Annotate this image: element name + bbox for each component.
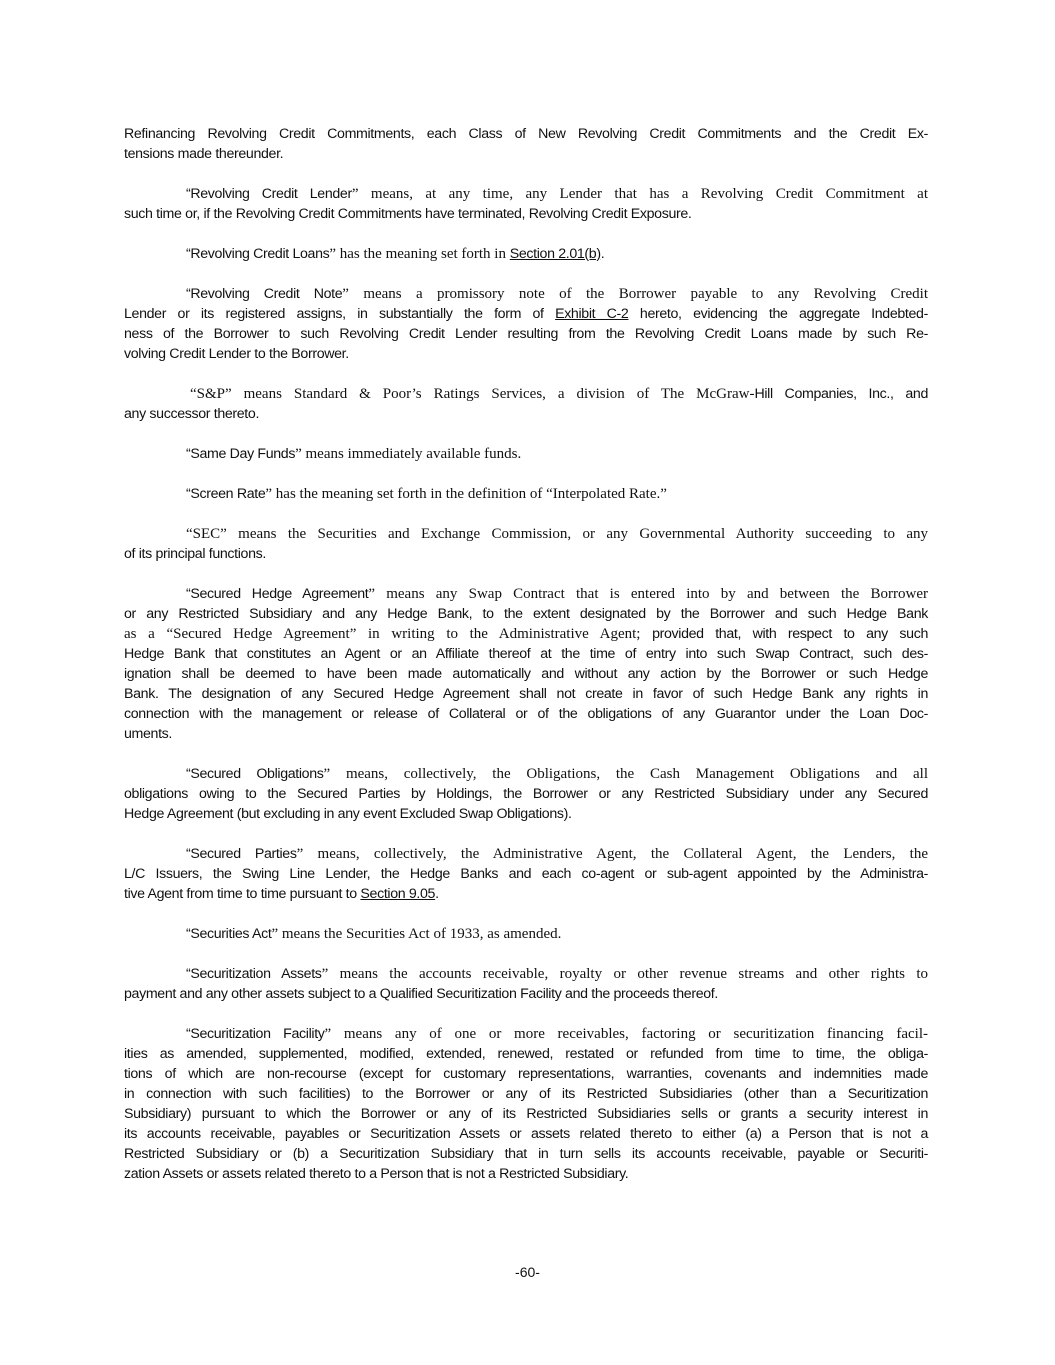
text-segment: “S&P” means Standard & Poor’s Ratings Services, a division of The McGraw- <box>190 386 755 402</box>
text-line <box>124 684 928 704</box>
text-segment: Restricted Subsidiary or (b) a Securitization Subsidiary that in turn sells its accounts receivable, payable or Securiti- <box>124 1146 928 1162</box>
page-number: -60- <box>515 1264 540 1280</box>
text-line <box>124 1104 928 1124</box>
text-segment: “Secured Parties <box>186 846 297 862</box>
text-segment: “Revolving Credit Note <box>186 286 343 302</box>
text-segment: “Screen Rate <box>186 486 266 502</box>
text-line <box>124 1044 928 1064</box>
definition-paragraph <box>124 484 928 504</box>
text-line <box>124 844 928 864</box>
text-line <box>124 624 928 644</box>
definition-paragraph <box>124 284 928 364</box>
text-line <box>124 124 928 144</box>
definition-paragraph <box>124 924 928 944</box>
text-line <box>124 724 928 744</box>
text-segment: uments. <box>124 726 173 742</box>
definition-paragraph <box>124 184 928 224</box>
text-line <box>124 404 928 424</box>
text-segment: of its principal functions. <box>124 546 266 562</box>
text-segment: Hedge Bank that constitutes an Agent or an Affiliate thereof at the time of entry into such Swap Contract, such des- <box>124 646 928 662</box>
text-segment: “Secured Hedge Agreement <box>186 586 369 602</box>
text-segment: ” means any Swap Contract that is entered into by and between the Borrower <box>368 586 928 602</box>
text-segment: ” means, at any time, any Lender that has a Revolving Credit Commitment at <box>351 186 928 202</box>
definition-paragraph <box>124 764 928 824</box>
text-line <box>124 244 928 264</box>
text-line <box>124 384 928 404</box>
text-line <box>124 644 928 664</box>
text-line <box>124 984 928 1004</box>
text-line <box>124 1124 928 1144</box>
text-segment: connection with the management or release of Collateral or of the obligations of any Guarantor under the Loan Doc- <box>124 706 928 722</box>
definition-paragraph <box>124 524 928 564</box>
text-segment: . <box>600 246 605 262</box>
text-segment: ” has the meaning set forth in <box>329 246 510 262</box>
text-line <box>124 524 928 544</box>
definition-paragraph <box>124 124 928 164</box>
text-line <box>124 884 928 904</box>
text-line <box>124 304 928 324</box>
text-line <box>124 604 928 624</box>
definition-paragraph <box>124 844 928 904</box>
text-line <box>124 1084 928 1104</box>
text-segment: ” means, collectively, the Administrative Agent, the Collateral Agent, the Lenders, the <box>296 846 928 862</box>
text-segment: ” means the accounts receivable, royalty or other revenue streams and other rights to <box>321 966 928 982</box>
text-line <box>124 484 928 504</box>
text-segment: ities as amended, supplemented, modified, extended, renewed, restated or refunded from time to time, the obliga- <box>124 1046 928 1062</box>
text-line <box>124 804 928 824</box>
cross-reference-link[interactable]: Section 9.05 <box>360 886 436 902</box>
text-line <box>124 784 928 804</box>
cross-reference-link[interactable]: Section 2.01(b) <box>509 246 601 262</box>
text-segment: “Securitization Facility <box>186 1026 325 1042</box>
text-line <box>124 284 928 304</box>
text-segment: such time or, if the Revolving Credit Commitments have terminated, Revolving Credit Exposure. <box>124 206 692 222</box>
text-segment: ” means any of one or more receivables, factoring or securitization financing facil- <box>324 1026 928 1042</box>
text-line <box>124 764 928 784</box>
text-segment: “Revolving Credit Loans <box>186 246 330 262</box>
text-segment: “SEC” means the Securities and Exchange Commission, or any Governmental Authority succeeding to any <box>186 526 928 542</box>
text-segment: ignation shall be deemed to have been made automatically and without any action by the Borrower or such Hedge <box>124 666 928 682</box>
text-segment: Hill Companies, Inc., and <box>754 386 928 402</box>
text-segment: “Securitization Assets <box>186 966 322 982</box>
text-segment: L/C Issuers, the Swing Line Lender, the Hedge Banks and each co-agent or sub-agent appointed by the Administra- <box>124 866 928 882</box>
text-segment: as a “Secured Hedge Agreement” in writing to the Administrative Agent; <box>124 626 653 642</box>
text-line <box>124 1064 928 1084</box>
text-line <box>124 664 928 684</box>
definition-paragraph <box>124 244 928 264</box>
text-line <box>124 204 928 224</box>
text-segment: ” means a promissory note of the Borrower payable to any Revolving Credit <box>342 286 928 302</box>
text-segment: provided that, with respect to any such <box>652 626 928 642</box>
text-line <box>124 864 928 884</box>
text-segment: tive Agent from time to time pursuant to <box>124 886 361 902</box>
text-segment: obligations owing to the Secured Parties by Holdings, the Borrower or any Restricted Subsidiary under any Secured <box>124 786 928 802</box>
definition-paragraph <box>124 584 928 744</box>
text-segment: Lender or its registered assigns, in substantially the form of <box>124 306 556 322</box>
text-line <box>124 344 928 364</box>
definition-paragraph <box>124 444 928 464</box>
text-line <box>124 184 928 204</box>
text-line <box>124 144 928 164</box>
text-segment: “Securities Act <box>186 926 272 942</box>
definition-paragraph <box>124 384 928 424</box>
text-segment: Refinancing Revolving Credit Commitments, each Class of New Revolving Credit Commitments and the Credit Ex- <box>124 126 928 142</box>
text-segment: “Secured Obligations <box>186 766 324 782</box>
text-segment: ” means, collectively, the Obligations, the Cash Management Obligations and all <box>323 766 928 782</box>
text-segment: . <box>435 886 439 902</box>
text-line <box>124 704 928 724</box>
text-segment: ” means immediately available funds. <box>295 446 522 462</box>
text-segment: payment and any other assets subject to a Qualified Securitization Facility and the proceeds thereof. <box>124 986 718 1002</box>
text-segment: “Same Day Funds <box>186 446 296 462</box>
text-segment: tensions made thereunder. <box>124 146 284 162</box>
text-segment: Subsidiary) pursuant to which the Borrower or any of its Restricted Subsidiaries sells or grants a security interest in <box>124 1106 928 1122</box>
text-segment: ness of the Borrower to such Revolving Credit Lender resulting from the Revolving Credit Loans made by such Re- <box>124 326 928 342</box>
document-body <box>124 124 928 1204</box>
text-segment: volving Credit Lender to the Borrower. <box>124 346 349 362</box>
text-segment: Hedge Agreement (but excluding in any event Excluded Swap Obligations). <box>124 806 572 822</box>
text-segment: tions of which are non-recourse (except for customary representations, warranties, covenants and indemnities made <box>124 1066 928 1082</box>
text-segment: in connection with such facilities) to the Borrower or any of its Restricted Subsidiaries (other than a Securitization <box>124 1086 928 1102</box>
text-line <box>124 1144 928 1164</box>
text-segment: zation Assets or assets related thereto to a Person that is not a Restricted Subsidiary. <box>124 1166 629 1182</box>
text-line <box>124 1164 928 1184</box>
text-segment: hereto, evidencing the aggregate Indebted- <box>628 306 928 322</box>
text-line <box>124 964 928 984</box>
text-line <box>124 444 928 464</box>
text-line <box>124 544 928 564</box>
definition-paragraph <box>124 1024 928 1184</box>
text-line <box>124 924 928 944</box>
text-line <box>124 324 928 344</box>
text-line <box>124 1024 928 1044</box>
text-segment: its accounts receivable, payables or Securitization Assets or assets related thereto to either (a) a Person that is not a <box>124 1126 928 1142</box>
text-segment: “Revolving Credit Lender <box>186 186 352 202</box>
text-segment: ” means the Securities Act of 1933, as amended. <box>271 926 562 942</box>
definition-paragraph <box>124 964 928 1004</box>
cross-reference-link[interactable]: Exhibit C-2 <box>555 306 629 322</box>
text-segment: Bank. The designation of any Secured Hedge Agreement shall not create in favor of such Hedge Bank any rights in <box>124 686 928 702</box>
text-segment: any successor thereto. <box>124 406 260 422</box>
text-segment: ” has the meaning set forth in the definition of “Interpolated Rate.” <box>265 486 667 502</box>
text-line <box>124 584 928 604</box>
text-segment: or any Restricted Subsidiary and any Hedge Bank, to the extent designated by the Borrower and such Hedge Bank <box>124 606 928 622</box>
